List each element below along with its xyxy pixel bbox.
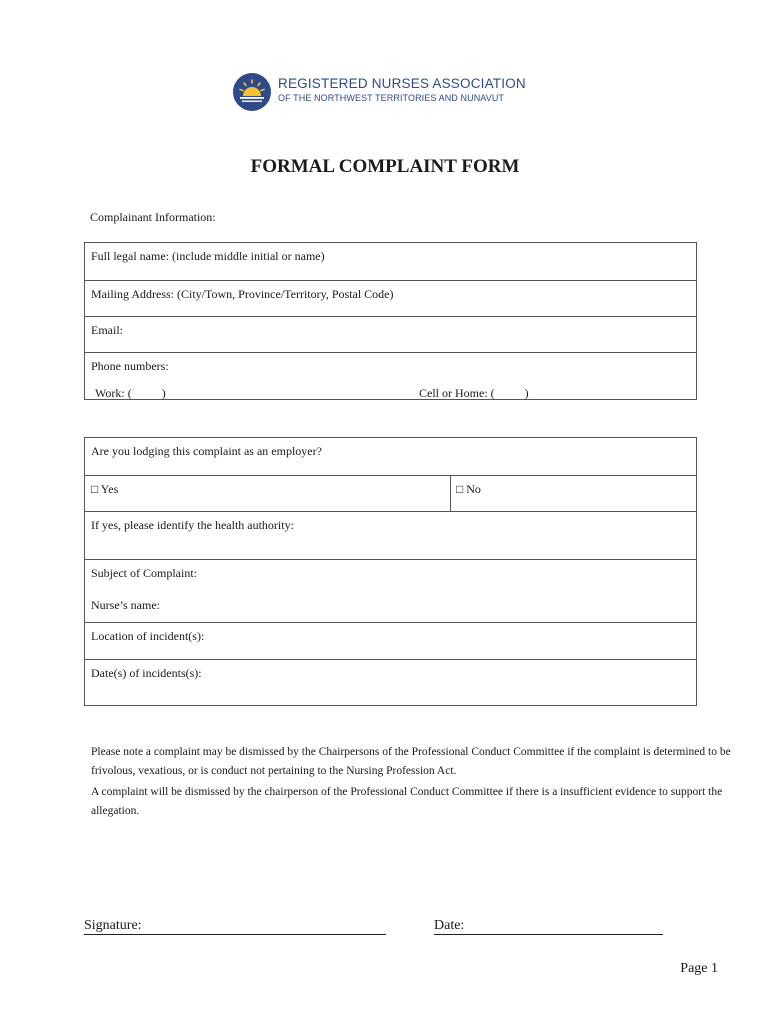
page-number: Page 1 <box>680 961 718 976</box>
complainant-table <box>84 242 697 400</box>
page-title: FORMAL COMPLAINT FORM <box>250 156 520 177</box>
employer-choice-row <box>85 475 696 511</box>
full-name-label: Full legal name: (include middle initial or name) <box>91 249 325 263</box>
phone-label: Phone numbers: <box>91 359 169 373</box>
no-checkbox[interactable]: □ No <box>456 482 481 496</box>
evidence-note: A complaint will be dismissed by the chairperson of the Professional Conduct Committee if there is a insufficient evidence to support the allegation. <box>91 786 723 817</box>
employer-question-row <box>85 438 696 475</box>
signature-label: Signature: <box>84 918 142 933</box>
health-authority-field[interactable] <box>85 511 696 559</box>
dismissal-note: Please note a complaint may be dismissed by the Chairpersons of the Professional Conduct Committee if the complaint is determined to be frivolous, vexatious, or is conduct not pertaining to the Nursing Profession Act. <box>91 746 731 777</box>
subject-of-complaint-field[interactable] <box>85 559 696 622</box>
org-subtitle: OF THE NORTHWEST TERRITORIES AND NUNAVUT <box>278 93 505 103</box>
location-label: Location of incident(s): <box>91 629 205 643</box>
cell-phone-label: Cell or Home: ( ) <box>419 386 529 400</box>
mailing-address-field[interactable] <box>85 280 696 316</box>
complainant-section-label: Complainant Information: <box>90 210 216 224</box>
health-authority-label: If yes, please identify the health authority: <box>91 518 294 532</box>
complaint-details-table <box>84 437 697 706</box>
dates-label: Date(s) of incidents(s): <box>91 666 202 680</box>
phone-numbers-field[interactable] <box>85 352 696 399</box>
signature-line[interactable] <box>84 918 386 935</box>
mailing-address-label: Mailing Address: (City/Town, Province/Territory, Postal Code) <box>91 287 394 301</box>
work-phone-label: Work: ( ) <box>95 386 166 400</box>
org-name: REGISTERED NURSES ASSOCIATION <box>278 76 526 91</box>
incident-location-field[interactable] <box>85 622 696 659</box>
sun-over-horizon-logo-icon <box>232 72 272 112</box>
subject-label: Subject of Complaint: <box>91 566 197 580</box>
employer-question: Are you lodging this complaint as an employer? <box>91 444 322 458</box>
date-label: Date: <box>434 918 465 933</box>
yes-checkbox[interactable]: □ Yes <box>91 482 119 496</box>
column-divider <box>450 476 451 511</box>
nurse-name-label: Nurse’s name: <box>91 598 160 612</box>
incident-dates-field[interactable] <box>85 659 696 705</box>
organization-logo <box>232 72 532 112</box>
email-label: Email: <box>91 323 123 337</box>
full-name-field[interactable] <box>85 243 696 280</box>
date-line[interactable] <box>434 918 663 935</box>
email-field[interactable] <box>85 316 696 352</box>
